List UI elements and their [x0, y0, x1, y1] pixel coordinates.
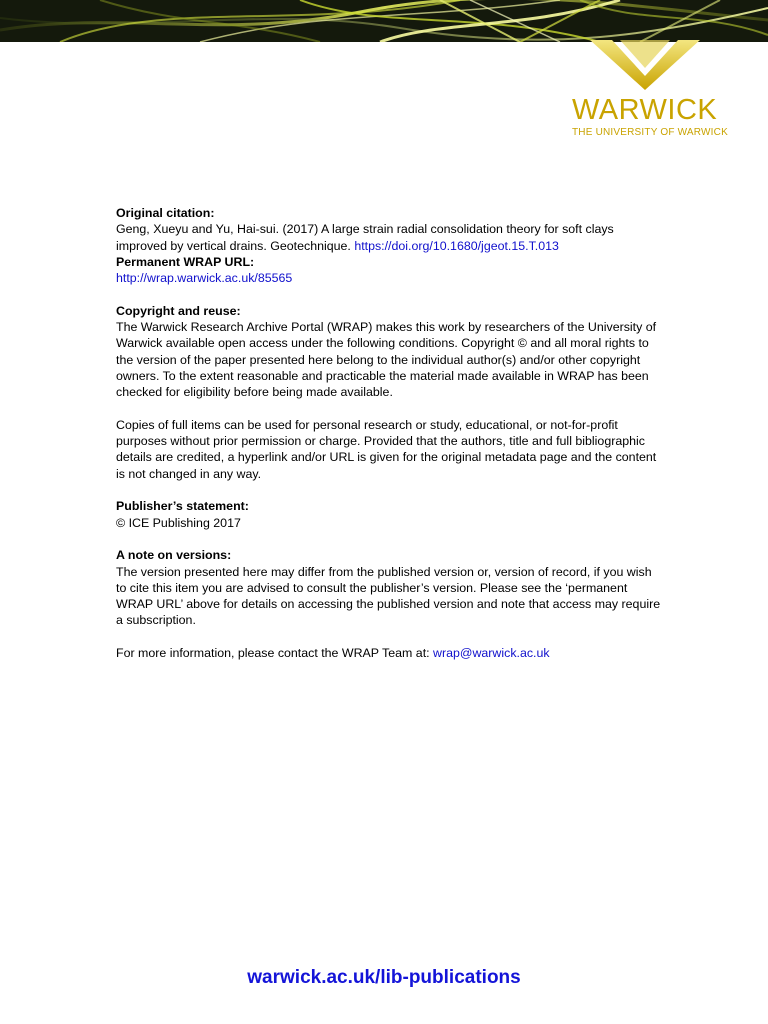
contact-section [116, 645, 661, 661]
versions-heading: A note on versions: [116, 548, 232, 563]
contact-line [116, 645, 661, 661]
publisher-text: © ICE Publishing 2017 [116, 515, 241, 530]
lib-publications-link[interactable]: warwick.ac.uk/lib-publications [247, 967, 521, 988]
banner-light-streaks [0, 0, 768, 42]
copyright-heading: Copyright and reuse: [116, 303, 241, 318]
publisher-section [116, 498, 661, 531]
citation-section [116, 205, 661, 286]
citation-heading: Original citation: [116, 206, 215, 220]
publisher-heading: Publisher’s statement: [116, 499, 249, 514]
header-banner [0, 0, 768, 42]
contact-email-link[interactable]: wrap@warwick.ac.uk [433, 646, 550, 661]
logo-wordmark: WARWICK [572, 94, 718, 126]
warwick-chevron-icon [590, 40, 700, 90]
copyright-paragraph-1: The Warwick Research Archive Portal (WRAP) makes this work by researchers of the University of Warwick available open access under the following conditions. Copyright © and all moral rights to the version of the paper presented here belong to the individual author(s) and/or other copyright owners. To the extent reasonable and practicable the material made available in WRAP has been checked for eligibility before being made available. [116, 320, 657, 400]
cover-page-content [116, 205, 661, 678]
citation-body: Geng, Xueyu and Yu, Hai-sui. (2017) A large strain radial consolidation theory for soft clays improved by vertical drains. Geotechnique. [116, 222, 614, 253]
logo-subtitle: THE UNIVERSITY OF WARWICK [572, 127, 728, 138]
copyright-paragraph-2: Copies of full items can be used for personal research or study, educational, or not-for-profit purposes without prior permission or charge. Provided that the authors, title and full bibliographic details are credited, a hyperlink and/or URL is given for the original metadata page and the content is not changed in any way. [116, 417, 657, 481]
copyright-section [116, 303, 661, 401]
citation-text [116, 221, 661, 254]
wrap-url-heading: Permanent WRAP URL: [116, 254, 255, 269]
versions-section [116, 547, 661, 628]
contact-text: For more information, please contact the WRAP Team at: [116, 646, 434, 661]
versions-text: The version presented here may differ from the published version or, version of record, if you wish to cite this item you are advised to consult the publisher’s version. Please see the ‘permanent WRAP URL’ above for details on accessing the published version and note that access may require a subscription. [116, 564, 661, 628]
warwick-logo [560, 40, 730, 145]
wrap-url-link[interactable]: http://wrap.warwick.ac.uk/85565 [116, 271, 293, 286]
copyright-paragraph-2-section [116, 417, 661, 482]
doi-link[interactable]: https://doi.org/10.1680/jgeot.15.T.013 [354, 238, 559, 253]
